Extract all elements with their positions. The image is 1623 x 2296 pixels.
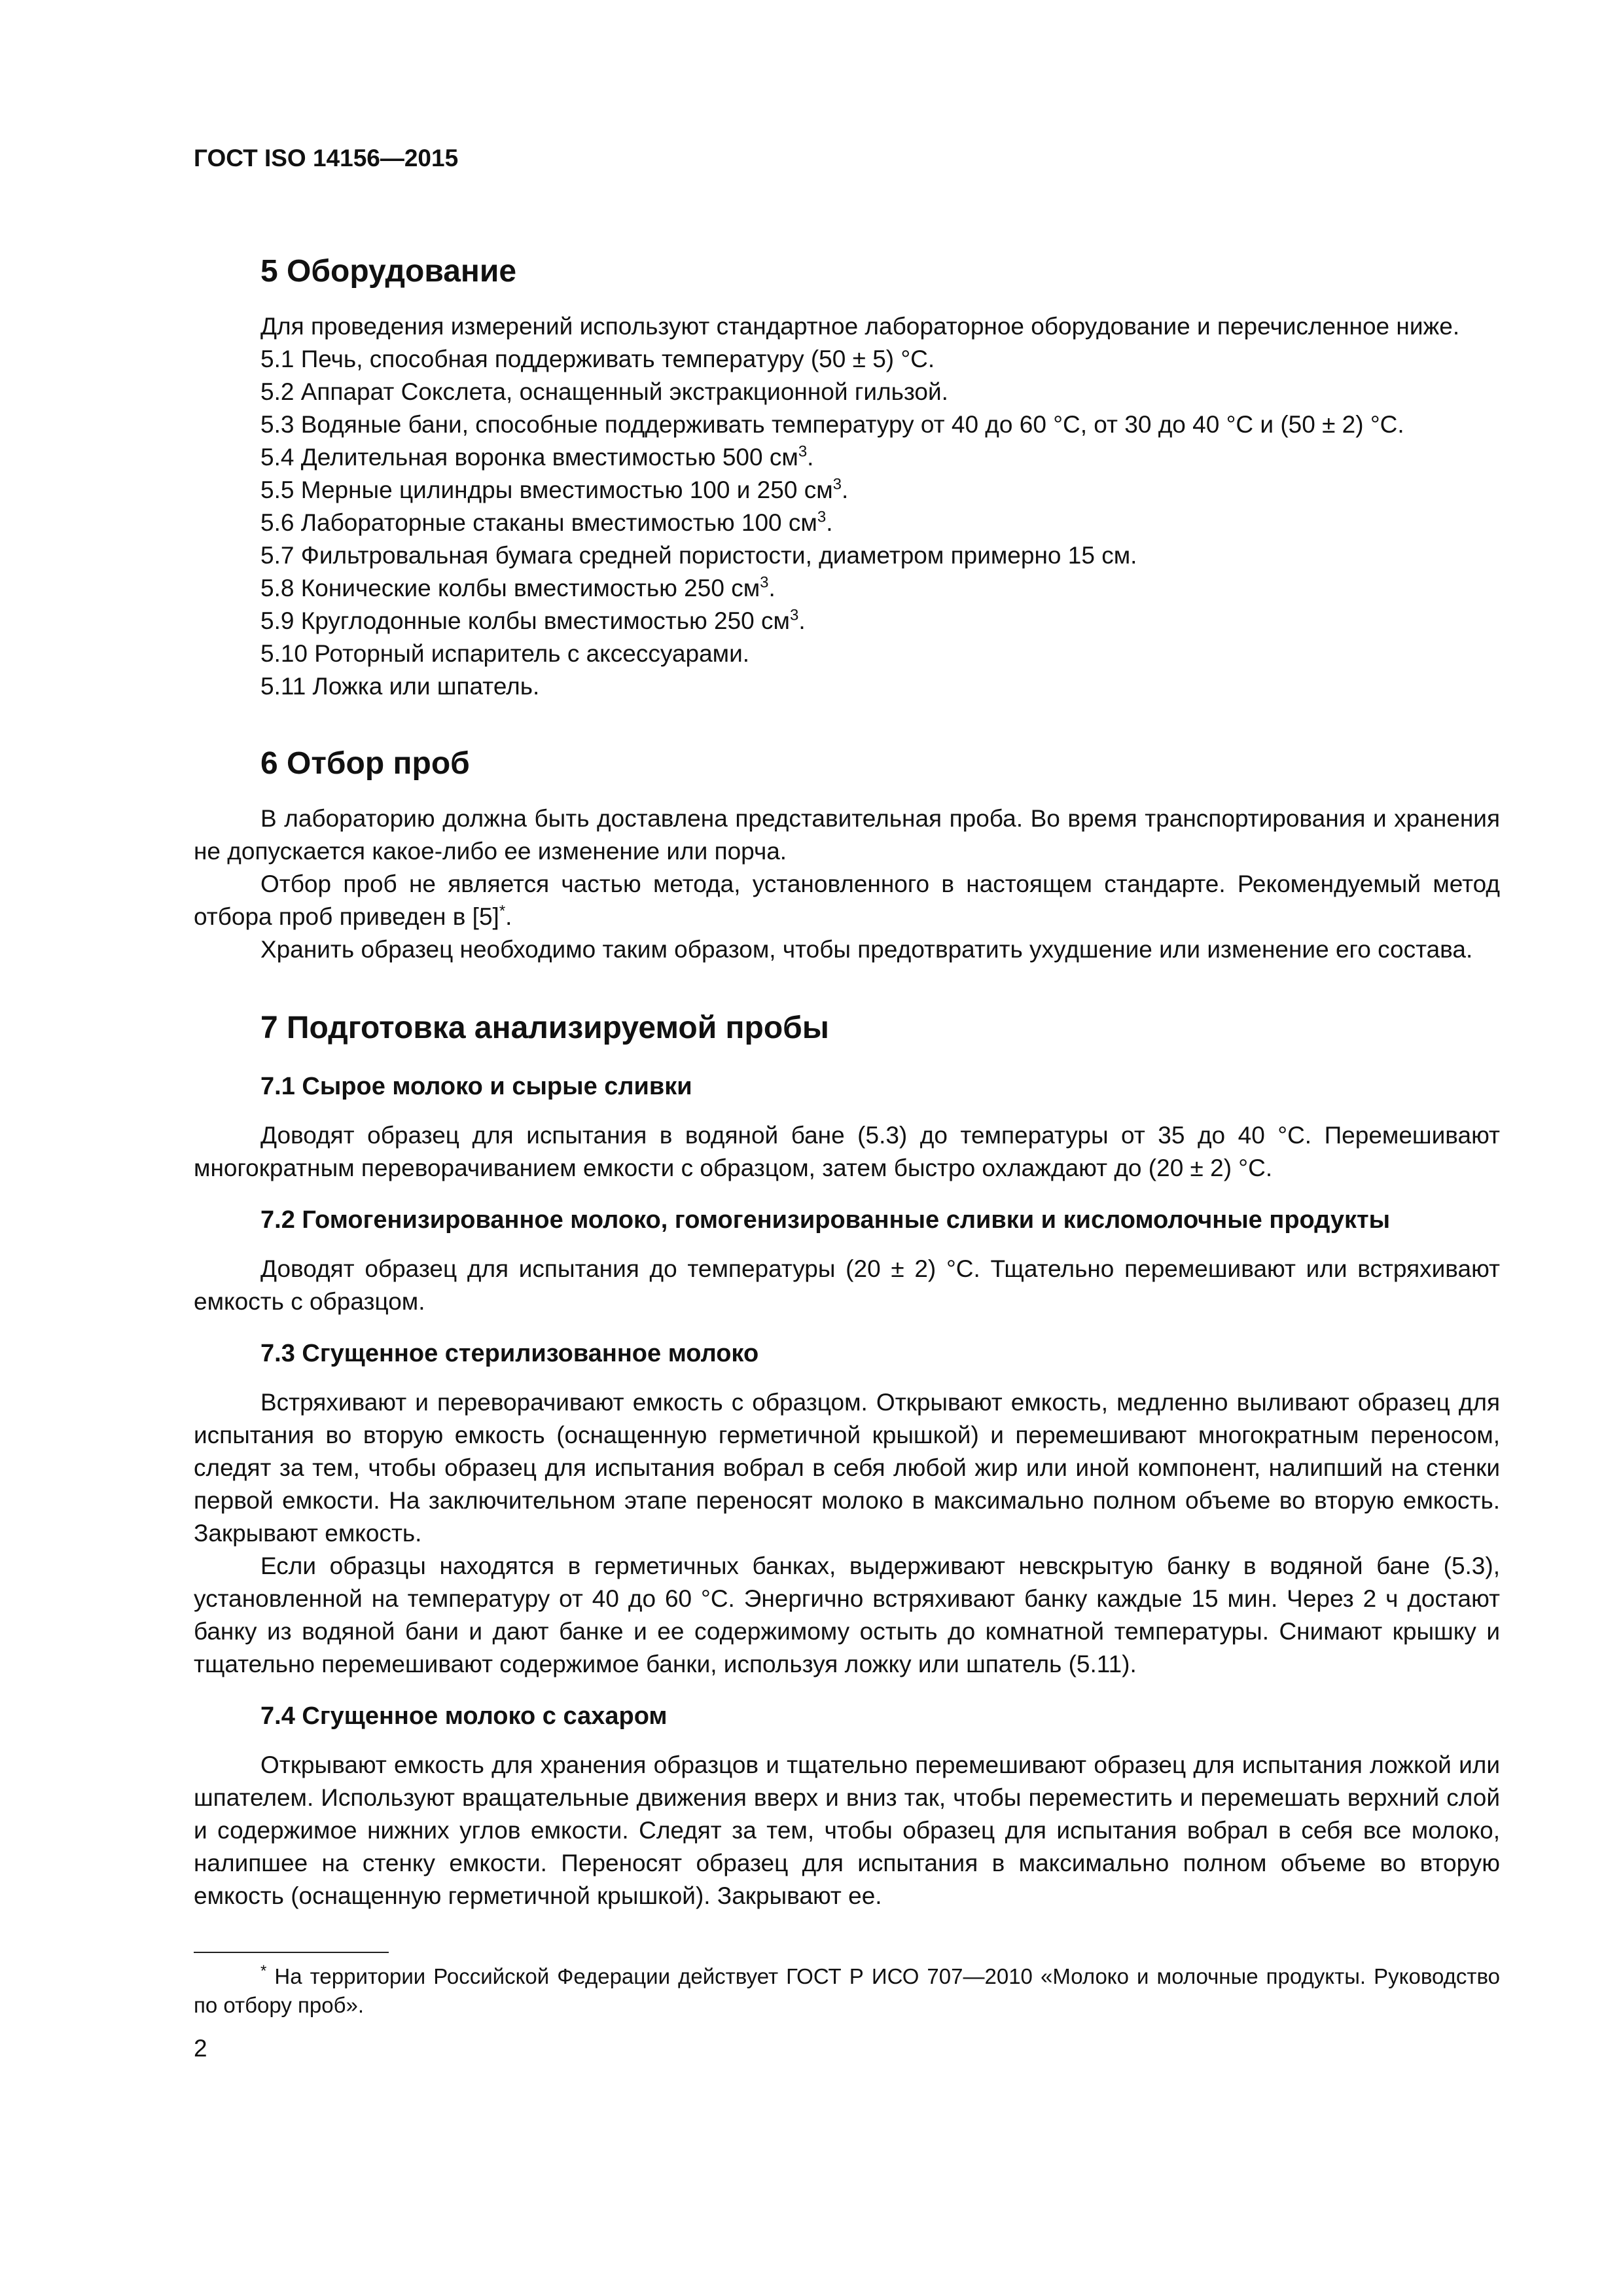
section-5-intro: Для проведения измерений используют стандартное лабораторное оборудование и перечисленное ниже. — [260, 313, 1460, 340]
subsection-7-4-heading: 7.4 Сгущенное молоко с сахаром — [260, 1702, 668, 1730]
subsection-7-3-paragraph-2: Если образцы находятся в герметичных банках, выдерживают невскрытую банку в водяной бане (5.3), установленной на температуру от 40 до 60 °С. Энергично встряхивают банку каждые 15 мин. Через 2 ч достают банку из водяной бани и дают банке и ее содержимому остыть до комнатной температуры. Снимают крышку и тщательно перемешивают содержимое банки, используя ложку или шпатель (5.11). — [194, 1552, 1500, 1677]
subsection-7-3-body — [194, 1386, 1500, 1681]
equipment-item-5-7: 5.7 Фильтровальная бумага средней пористости, диаметром примерно 15 см. — [260, 542, 1137, 569]
equipment-item-5-6: 5.6 Лабораторные стаканы вместимостью 100 $см^3$. — [260, 508, 833, 536]
section-5-body — [194, 310, 1500, 703]
subsection-7-4-body — [194, 1749, 1500, 1912]
equipment-item-5-11: 5.11 Ложка или шпатель. — [260, 673, 540, 700]
subsection-7-2-heading: 7.2 Гомогенизированное молоко, гомогенизированные сливки и кисломолочные продукты — [260, 1206, 1391, 1234]
equipment-item-5-9: 5.9 Круглодонные колбы вместимостью 250 $см^3$. — [260, 606, 806, 634]
equipment-item-5-10: 5.10 Роторный испаритель с аксессуарами. — [260, 640, 750, 667]
section-5-heading: 5 Оборудование — [260, 254, 517, 289]
section-7-heading: 7 Подготовка анализируемой пробы — [260, 1011, 829, 1045]
equipment-item-5-4: 5.4 Делительная воронка вместимостью 500 $см^3$. — [260, 442, 814, 471]
equipment-item-5-8: 5.8 Конические колбы вместимостью 250 $см^3$. — [260, 573, 776, 601]
section-6-body — [194, 802, 1500, 966]
section-6-paragraph-3: Хранить образец необходимо таким образом, чтобы предотвратить ухудшение или изменение его состава. — [260, 936, 1473, 963]
section-6-paragraph-1: В лабораторию должна быть доставлена представительная проба. Во время транспортирования и хранения не допускается какое-либо ее изменение или порча. — [194, 805, 1500, 865]
subsection-7-1-heading: 7.1 Сырое молоко и сырые сливки — [260, 1073, 692, 1100]
subsection-7-3-heading: 7.3 Сгущенное стерилизованное молоко — [260, 1340, 759, 1367]
section-6-heading: 6 Отбор проб — [260, 746, 470, 781]
page-number: 2 — [194, 2035, 207, 2062]
footnote-separator — [194, 1952, 389, 1953]
footnote-marker: * — [260, 1962, 267, 1980]
equipment-item-5-3: 5.3 Водяные бани, способные поддерживать температуру от 40 до 60 °С, от 30 до 40 °С и (50 ± 2) °С. — [260, 411, 1404, 438]
subsection-7-1-body — [194, 1119, 1500, 1185]
equipment-item-5-2: 5.2 Аппарат Сокслета, оснащенный экстракционной гильзой. — [260, 378, 948, 405]
running-header: ГОСТ ISO 14156—2015 — [194, 145, 459, 171]
subsection-7-2-paragraph: Доводят образец для испытания до температуры (20 ± 2) °С. Тщательно перемешивают или встряхивают емкость с образцом. — [194, 1255, 1500, 1315]
section-6-paragraph-2: Отбор проб не является частью метода, установленного в настоящем стандарте. Рекомендуемый метод отбора проб приведен в [5]*. — [194, 870, 1500, 930]
page-content — [194, 144, 1500, 2063]
equipment-item-5-5: 5.5 Мерные цилиндры вместимостью 100 и 250 $см^3$. — [260, 475, 849, 503]
footnote-reference: * — [499, 902, 506, 920]
subsection-7-4-paragraph: Открывают емкость для хранения образцов и тщательно перемешивают образец для испытания ложкой или шпателем. Используют вращательные движения вверх и вниз так, чтобы переместить и перемешать верхний слой и содержимое нижних углов емкости. Следят за тем, чтобы образец для испытания вобрал в себя все молоко, налипшее на стенку емкости. Переносят образец для испытания в максимально полном объеме во вторую емкость (оснащенную герметичной крышкой). Закрывают ее. — [194, 1751, 1500, 1909]
subsection-7-1-paragraph: Доводят образец для испытания в водяной бане (5.3) до температуры от 35 до 40 °С. Перемешивают многократным переворачиванием емкости с образцом, затем быстро охлаждают до (20 ± 2) °С. — [194, 1122, 1500, 1181]
subsection-7-3-paragraph-1: Встряхивают и переворачивают емкость с образцом. Открывают емкость, медленно выливают образец для испытания во вторую емкость (оснащенную герметичной крышкой) и перемешивают многократным переносом, следят за тем, чтобы образец для испытания вобрал в себя любой жир или иной компонент, налипший на стенки первой емкости. На заключительном этапе переносят молоко в максимально полном объеме во вторую емкость. Закрывают емкость. — [194, 1389, 1500, 1547]
equipment-item-5-1: 5.1 Печь, способная поддерживать температуру (50 ± 5) °С. — [260, 346, 935, 372]
subsection-7-2-body — [194, 1253, 1500, 1318]
footnote: * На территории Российской Федерации действует ГОСТ Р ИСО 707—2010 «Молоко и молочные продукты. Руководство по отбору проб». — [194, 1962, 1500, 2017]
